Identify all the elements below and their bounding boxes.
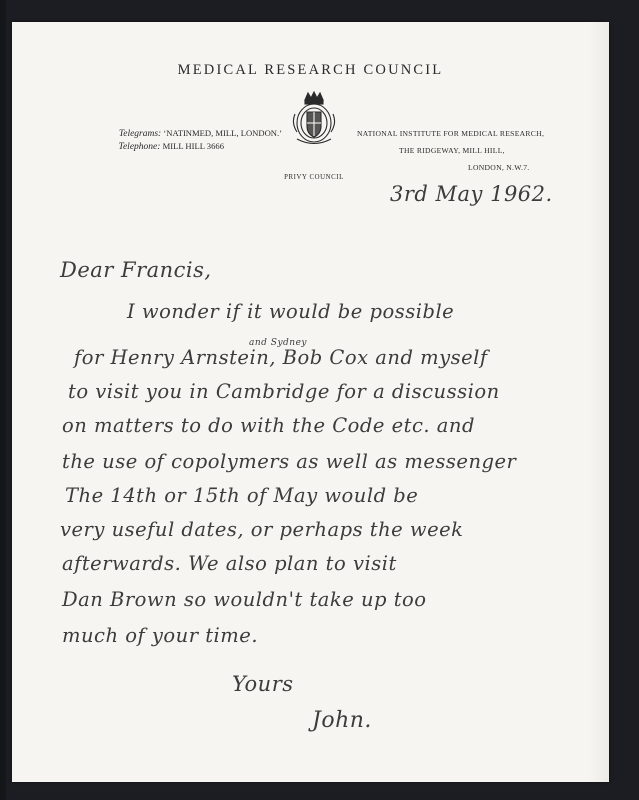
address-line-1: NATIONAL INSTITUTE FOR MEDICAL RESEARCH, (357, 129, 545, 138)
letter-sheet (12, 22, 609, 782)
letter-line-8: afterwards. We also plan to visit (62, 552, 397, 575)
letter-date: 3rd May 1962. (390, 182, 553, 206)
salutation: Dear Francis, (60, 258, 212, 282)
telegrams-value: ‘NATINMED, MILL, LONDON.’ (163, 128, 282, 138)
letter-line-10: much of your time. (62, 624, 259, 647)
royal-coat-of-arms-icon (288, 90, 340, 150)
address-line-2: THE RIDGEWAY, MILL HILL, (399, 146, 505, 155)
letter-line-1: I wonder if it would be possible (127, 300, 455, 323)
signature: John. (312, 708, 372, 733)
letter-line-3: to visit you in Cambridge for a discussion (68, 380, 500, 403)
letter-line-5: the use of copolymers as well as messenger (62, 450, 517, 473)
scan-background-edge (0, 0, 6, 800)
crest-caption: PRIVY COUNCIL (284, 174, 344, 181)
paper-edge-shading (589, 22, 609, 782)
telegrams-label: Telegrams: (118, 129, 162, 139)
address-line-3: LONDON, N.W.7. (468, 163, 530, 172)
letter-line-6: The 14th or 15th of May would be (65, 484, 419, 507)
letter-line-7: very useful dates, or perhaps the week (60, 518, 464, 541)
closing: Yours (232, 672, 294, 696)
letter-line-4: on matters to do with the Code etc. and (62, 414, 475, 437)
letter-line-2: for Henry Arnstein, Bob Cox and myself (74, 346, 488, 369)
telephone-line (119, 139, 224, 154)
telephone-value: MILL HILL 3666 (162, 141, 224, 151)
telephone-label: Telephone: (118, 142, 161, 152)
insertion-note: and Sydney (249, 338, 308, 348)
organization-name: MEDICAL RESEARCH COUNCIL (177, 62, 444, 78)
letter-line-9: Dan Brown so wouldn't take up too (62, 588, 427, 611)
